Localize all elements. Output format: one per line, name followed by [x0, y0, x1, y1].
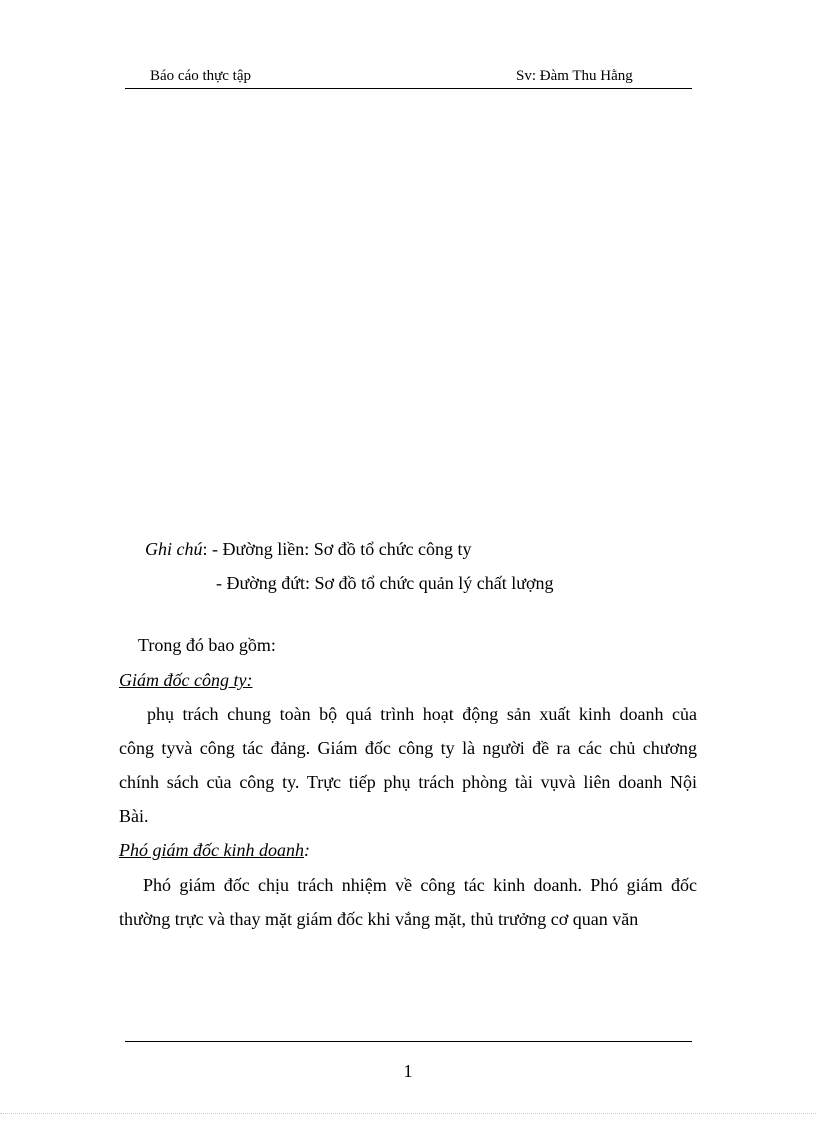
header-student-name: Sv: Đàm Thu Hằng — [516, 68, 633, 84]
section-heading-deputy — [119, 840, 697, 861]
note-solid-line — [145, 539, 472, 560]
paragraph-line: Bài. — [119, 806, 149, 826]
note-label: Ghi chú — [145, 539, 203, 559]
paragraph-line: chính sách của công ty. Trực tiếp phụ trách phòng tài vụvà liên doanh Nội — [119, 772, 697, 792]
section-heading-deputy-colon: : — [303, 840, 310, 860]
section-heading-director-text: Giám đốc công ty: — [119, 670, 253, 690]
paragraph-line: thường trực và thay mặt giám đốc khi vắng mặt, thủ trưởng cơ quan văn — [119, 909, 639, 929]
page-number: 1 — [403, 1061, 413, 1081]
page-bottom-edge — [0, 1113, 816, 1114]
page-header — [125, 66, 692, 89]
intro-text: Trong đó bao gồm: — [138, 635, 276, 655]
paragraph-line: công tyvà công tác đảng. Giám đốc công ty là người đề ra các chủ chương — [119, 738, 697, 758]
paragraph-line: phụ trách chung toàn bộ quá trình hoạt động sản xuất kinh doanh của — [147, 704, 697, 724]
section-heading-deputy-text: Phó giám đốc kinh doanh — [119, 840, 304, 860]
footer-rule — [125, 1041, 692, 1042]
header-report-title: Báo cáo thực tập — [150, 68, 252, 84]
note-solid-line-text: : - Đường liền: Sơ đồ tổ chức công ty — [202, 539, 472, 559]
section-heading-director — [119, 670, 697, 691]
paragraph-line: Phó giám đốc chịu trách nhiệm về công tác kinh doanh. Phó giám đốc — [143, 875, 697, 895]
note-dashed-line: - Đường đứt: Sơ đồ tổ chức quản lý chất lượng — [216, 573, 554, 593]
